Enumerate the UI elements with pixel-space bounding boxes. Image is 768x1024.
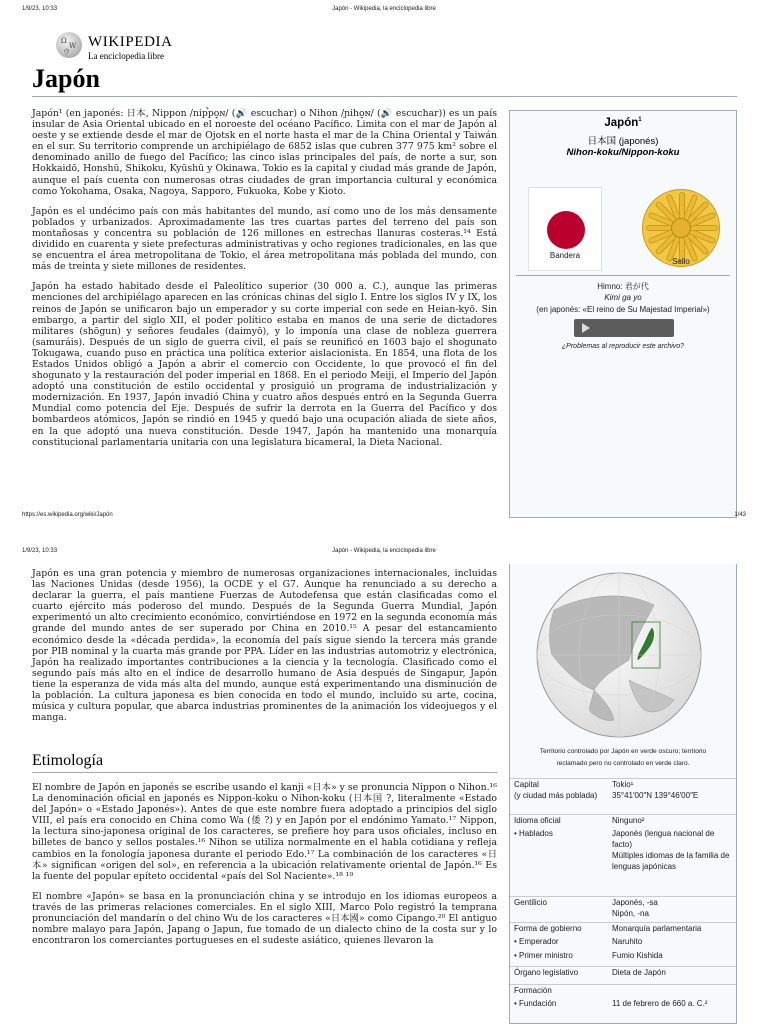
infobox-row-gentilicio: Gentilicio Japonés, -sa Nipón, -na <box>510 896 736 897</box>
print-footer <box>22 512 746 522</box>
print-url: https://es.wikipedia.org/wiki/Japón <box>22 512 113 518</box>
infobox-row-gobierno: Forma de gobierno Monarquía parlamentaria <box>510 922 736 923</box>
paragraph-economy: Japón es una gran potencia y miembro de numerosas organizaciones internacionales, incluidas las Naciones Unidas (desde 1956), la OCDE y el G7. Aunque ha renunciado a su derecho a declarar la guerra, el país mantiene Fuerzas de Autodefensa que están clasificadas como el cuarto ejército más poderoso del mundo. Después de la Segunda Guerra Mundial, Japón experimentó un alto crecimiento económico, convirtiéndose en 1972 en la segunda economía más grande del mundo antes de ser superado por China en 2010.¹⁵ A pesar del estancamiento económico desde la «década perdida», la economía del país sigue siendo la tercera más grande por PIB nominal y la cuarta más grande por PPA. Líder en las industrias automotriz y electrónica, Japón ha realizado importantes contribuciones a la ciencia y la tecnología. Clasificado como el segundo país más alto en el índice de desarrollo humano de Asia después de Singapur, Japón tiene la esperanza de vida más alta del mundo, aunque está experimentando una disminución de la población. La cultura japonesa es bien conocida en todo el mundo, incluido su arte, cocina, música y cultura popular, que abarca industrias prominentes de la animación los videojuegos y el manga. <box>32 568 497 724</box>
etimologia-body <box>32 782 497 955</box>
paragraph-intro: Japón¹ (en japonés: 日本, Nippon /nip̚po̞ɴ/ (🔊 escuchar) o Nihon /ɲiho̞ɴ/ (🔊 escuchar)) es un país insular de Asia Oriental ubicado en el noroeste del océano Pacífico. Limita con el mar de Japón al oeste y se extiende desde el mar de Ojotsk en el norte hasta el mar de la China Oriental y Taiwán en el sur. Su territorio comprende un archipiélago de 6852 islas que cubren 377 975 km² sobre el denominado anillo de fuego del Pacífico; las cinco islas principales del país, de norte a sur, son Hokkaidō, Honshū, Shikoku, Kyūshū y Okinawa. Tokio es la capital y ciudad más grande de Japón, aunque el país cuenta con numerosas otras ciudades de gran importancia cultural y económica como Yokohama, Osaka, Nagoya, Sapporo, Fukuoka, Kobe y Kioto. <box>32 108 497 197</box>
print-datetime: 1/9/23, 10:33 <box>22 6 58 12</box>
print-tab-title: Japón - Wikipedia, la enciclopedia libre <box>332 548 436 554</box>
imperial-seal-image[interactable] <box>642 189 720 267</box>
infobox-data-table: Capital (y ciudad más poblada) Tokio¹ 35°41′00″N 139°46′00″E Idioma oficial Ninguno² • Hablados Japonés (lengua nacional de facto) Múltiples idiomas de la familia de lenguas japónicas Gentilicio Japonés, -sa Nipón, -na Forma de gobierno Monarquía parlamentaria • Emperador Naruhito • Primer ministro Fumio Kishida Órgano legislativo Dieta de Japón Formación • Fundación 11 de febrero de 660 a. C.² <box>509 774 737 1024</box>
flag-caption[interactable]: Bandera <box>549 251 581 260</box>
paragraph-etimologia-2: El nombre «Japón» se basa en la pronunciación china y se introdujo en los idiomas europeos a través de las primeras relaciones comerciales. En el siglo XIII, Marco Polo registró la temprana pronunciación del mandarín o del chino Wu de los caracteres «日本國» como Cipango.²⁰ El antiguo nombre malayo para Japón, Japang o Japun, fue tomado de un dialecto chino de la costa sur y lo encontraron los comerciantes portugueses en el sudeste asiático, quienes llevaron la <box>32 890 497 947</box>
infobox-row-idioma: Idioma oficial Ninguno² <box>510 814 736 815</box>
page-gap <box>0 530 768 542</box>
paragraph-history: Japón ha estado habitado desde el Paleolítico superior (30 000 a. C.), aunque las primeras menciones del archipiélago aparecen en las crónicas chinas del siglo I. Entre los siglos IV y IX, los reinos de Japón se unificaron bajo un emperador y su corte imperial con sede en Heian-kyō. Sin embargo, a partir del siglo XII, el poder político estaba en manos de una serie de dictadores militares (shōgun) y señores feudales (daimyō), y lo imponía una clase de nobleza guerrera (samuráis). Después de un siglo de guerra civil, el país se reunificó en 1603 bajo el shogunato Tokugawa, cuando puso en práctica una política exterior aislacionista. En 1854, una flota de los Estados Unidos obligó a Japón a abrir el comercio con Occidente, lo que provocó el fin del shogunato y la restauración del poder imperial en 1868. En el periodo Meiji, el Imperio del Japón adoptó una constitución de estilo occidental y prosiguió un programa de industrialización y modernización. En 1937, Japón invadió China y cuatro años después entró en la Segunda Guerra Mundial como potencia del Eje. Después de sufrir la derrota en la Guerra del Pacífico y dos bombardeos atómicos, Japón se rindió en 1945 y quedó bajo una ocupación aliada de siete años, en la que adoptó una nueva constitución. Desde 1947, Japón ha mantenido una monarquía constitucional parlamentaria unitaria con una legislatura bicameral, la Dieta Nacional. <box>32 281 497 448</box>
anthem-translation: (en japonés: «El reino de Su Majestad Imperial») <box>536 305 710 314</box>
print-header <box>22 548 746 560</box>
infobox-row-capital: Capital (y ciudad más poblada) Tokio¹ 35°41′00″N 139°46′00″E <box>510 778 736 779</box>
infobox <box>509 110 737 518</box>
infobox-native-name: 日本国 (japonés) <box>587 136 659 147</box>
section-divider <box>32 772 497 773</box>
orthographic-map-image[interactable] <box>534 570 704 740</box>
audio-help-link[interactable]: ¿Problemas al reproducir este archivo? <box>561 343 685 350</box>
wikipedia-logo[interactable] <box>42 30 192 66</box>
seal-caption[interactable]: Sello <box>672 257 690 266</box>
flag-red-disc <box>547 211 585 249</box>
wikipedia-globe-icon: Ω W ウ <box>56 32 82 58</box>
page-title: Japón <box>32 64 100 93</box>
title-divider <box>32 96 737 97</box>
section-heading-etimologia: Etimología <box>32 752 104 769</box>
infobox-divider <box>516 275 730 276</box>
wikipedia-wordmark: WIKIPEDIA <box>88 34 173 50</box>
infobox-romanization[interactable]: Nihon-koku/Nippon-koku <box>566 147 680 158</box>
paragraph-population: Japón es el undécimo país con más habitantes del mundo, así como uno de los más densamente poblados y urbanizados. Aproximadamente las tres cuartas partes del terreno del país son montañosas y concentra su población de 126 millones en estrechas llanuras costeras.¹⁴ Está dividido en cuarenta y siete prefecturas administrativas y ocho regiones tradicionales, en las que se encuentra el área metropolitana de Tokio, el área metropolitana más poblada del mundo, con más de treinta y siete millones de residentes. <box>32 205 497 273</box>
paragraph-etimologia-1: El nombre de Japón en japonés se escribe usando el kanji «日本» y se pronuncia Nippon o Nihon.¹⁶ La denominación oficial en japonés es Nippon-koku o Nihon-koku (日本国 ?, literalmente «Estado del Japón» o «Estado Japonés»). Antes de que este nombre fuera adoptado a principios del siglo VIII, el país era conocido en China como Wa (倭 ?) y en Japón por el endónimo Yamato.¹⁷ Nippon, la lectura sino-japonesa original de los caracteres, se prefiere hoy para usos oficiales, incluso en billetes de banco y sellos postales.¹⁶ Nihon se utiliza normalmente en el habla cotidiana y refleja cambios en la fonología japonesa durante el periodo Edo.¹⁷ La combinación de los caracteres «日本» significan «origen del sol», en referencia a la ubicación relativamente oriental de Japón.¹⁶ Es la fuente del popular epíteto occidental «país del Sol Naciente».¹⁸ ¹⁹ <box>32 782 497 882</box>
map-caption: Territorio controlado por Japón en verde oscuro; territorio reclamado pero no controlado en verde claro. <box>539 748 707 767</box>
play-icon[interactable] <box>582 323 590 333</box>
print-page-number: 1/43 <box>734 512 746 518</box>
wikipedia-tagline: La enciclopedia libre <box>88 51 164 61</box>
audio-player[interactable] <box>574 319 674 337</box>
article-body-page1 <box>32 108 497 457</box>
infobox-row-legislativo: Órgano legislativo Dieta de Japón <box>510 966 736 967</box>
print-header <box>22 6 746 18</box>
print-datetime: 1/9/23, 10:33 <box>22 548 58 554</box>
article-body-page2 <box>32 568 497 732</box>
anthem-label: Himno: 君が代 <box>597 282 649 291</box>
infobox-map-panel <box>509 564 737 774</box>
infobox-title: Japón$^1$ <box>604 117 642 129</box>
print-tab-title: Japón - Wikipedia, la enciclopedia libre <box>332 6 436 12</box>
infobox-row-formacion: Formación <box>510 984 736 985</box>
pdf-page-2 <box>0 542 768 1024</box>
anthem-title[interactable]: Kimi ga yo <box>604 293 642 302</box>
